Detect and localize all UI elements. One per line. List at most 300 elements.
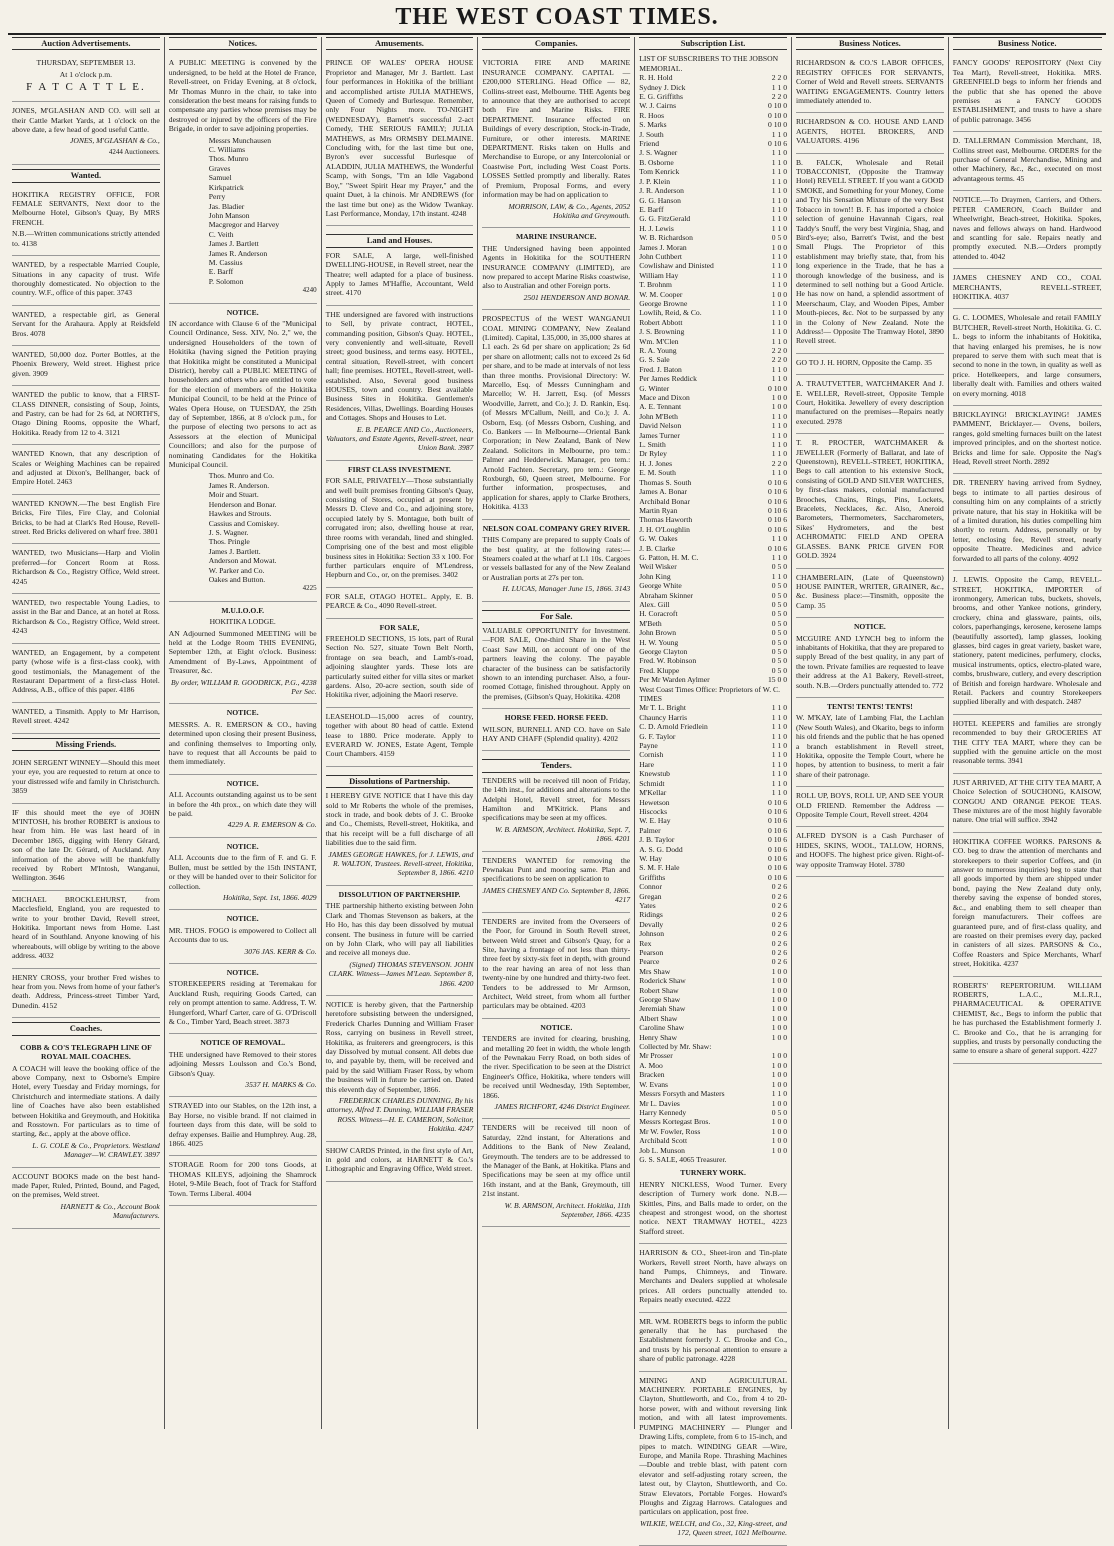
subscriber-name: Archibald Bonar <box>639 496 691 506</box>
advertisement <box>169 775 317 838</box>
masthead <box>0 2 1114 36</box>
subscriber-amount: 0 2 6 <box>771 919 787 929</box>
advertisement <box>12 386 160 445</box>
advertisement <box>953 191 1102 269</box>
advertisement <box>796 787 944 827</box>
ad-heading: DISSOLUTION OF PARTNERSHIP. <box>338 889 461 899</box>
subscriber-amount: 0 10 6 <box>768 505 787 515</box>
subscriber-row <box>639 816 787 825</box>
ad-line: At 1 o'clock p.m. <box>59 69 112 79</box>
subscription-signature: G. S. SALE, 4065 Treasurer. <box>639 1154 727 1164</box>
ad-body: FOR SALE, A large, well-finished DWELLING-HOUSE, in Revell street, near the Theatre; well adapted for a place of business. Apply to James M'Haffie, Accountant, Weld street. 4170 <box>325 250 474 298</box>
subscriber-name: J. South <box>639 129 664 139</box>
subscriber-name: W. E. Hay <box>639 816 671 826</box>
subscriber-name: J. S. Browning <box>639 327 685 337</box>
ad-body: CHAMBERLAIN, (Late of Queenstown) HOUSE PAINTER, WRITER, GRAINER, &c., &c. Business place:—Tinsmith, opposite the Camp. 35 <box>795 572 944 610</box>
signatory: Henderson and Bonar. <box>208 499 277 509</box>
column-header: Companies. <box>482 37 630 50</box>
signatory: C. Veith <box>208 229 234 239</box>
subscriber-name: Griffiths <box>639 872 666 882</box>
ad-body: MCGUIRE AND LYNCH beg to inform the inhabitants of Hokitika, that they are prepared to supply Bread of the best quality, in any part of the town. Private families are requested to leave their address at the A1 Bakery, Revell-street, south. N.B.—Orders punctually attended to. 772 <box>795 633 944 690</box>
subscriber-row <box>639 619 787 628</box>
subscriber-name: Mr Prosser <box>639 1051 673 1061</box>
ad-body: RICHARDSON & CO.'S LABOR OFFICES, REGISTRY OFFICES FOR SERVANTS, Corner of Weld and Revell streets. SERVANTS WAITING ENGAGEMENTS. Country letters immediately attended to. <box>795 58 944 106</box>
subscriber-amount: 1 0 0 <box>771 1032 787 1042</box>
subscriber-name: H. W. Young <box>639 637 679 647</box>
signatory: Macgregor and Harvey <box>208 220 280 230</box>
subscriber-row <box>639 976 787 985</box>
subscriber-name: Weil Wisker <box>639 562 677 572</box>
subscriber-name: Fred. J. Baton <box>639 364 682 374</box>
column-5 <box>635 37 792 1538</box>
ad-line: F A T C A T T L E. <box>26 81 146 94</box>
section-heading: Tenders. <box>482 759 630 772</box>
subscriber-row <box>639 572 787 581</box>
ad-body: TENDERS WANTED for removing the Pewnakau Punt and mooring same. Plan and specifications to be seen on application to <box>482 855 631 884</box>
advertisement <box>326 461 474 588</box>
signatory: John Manson <box>208 210 250 220</box>
subscriber-amount: 0 5 0 <box>771 637 787 647</box>
subscriber-amount: 1 1 0 <box>771 298 787 308</box>
subscriber-name: W. Hay <box>639 853 663 863</box>
ad-body: WANTED, two Musicians—Harp and Violin preferred—for Concert Room at Ross. Richardson & Co., Registry Office, Weld street. 4245 <box>12 548 160 586</box>
ad-body: BRICKLAYING! BRICKLAYING! JAMES PAMMENT, Bricklayer.— Ovens, boilers, ranges, gold smelting furnaces built on the latest improved principles, and on the shortest notice. Bricks and lime for sale. Opposite the Nag's Head, Revell street North. 2892 <box>952 410 1102 467</box>
subscriber-name: David Nelson <box>639 421 682 431</box>
subscriber-row <box>639 506 787 515</box>
ad-heading: NOTICE. <box>226 914 259 924</box>
subscriber-amount: 1 1 0 <box>771 449 787 459</box>
subscriber-name: Henry Shaw <box>639 1032 677 1042</box>
subscriber-amount: 1 0 0 <box>771 1126 787 1136</box>
subscriber-amount: 0 10 6 <box>768 853 787 863</box>
advertisement <box>953 309 1102 406</box>
subscriber-name: H. J. Jones <box>639 458 673 468</box>
subscriber-amount: 1 0 0 <box>771 1004 787 1014</box>
subscriber-name: C. D. Arnold Friedlein <box>639 722 708 732</box>
ad-body: THE undersigned have Removed to their stores adjoining Messrs Loulsson and Co.'s Bond, Gibson's Quay. <box>168 1049 317 1078</box>
subscriber-amount: 0 10 6 <box>768 477 787 487</box>
subscriber-amount: 1 1 0 <box>771 82 787 92</box>
ad-body: NOTICE is hereby given, that the Partnership heretofore subsisting between the undersigned, Frederick Charles Dunning and William Fraser Ross, carrying on business in Revell street, Hokitika, as fruiterers and greengrocers, is this day Dissolved by mutual consent. All debts due to, and payable by, them, will be received and paid by the said William Fraser Ross, by whom the business will in future be carried on. Dated this eleventh day of September, 1866. <box>325 999 474 1094</box>
ad-body: B. FALCK, Wholesale and Retail TOBACCONIST, (Opposite the Tramway Hotel) REVELL STREET. If you want a GOOD SMOKE, and Something for your Money, Come and Try his Sensation Mixture of the very Best Tobacco in town!! B. F. has imported a choice selection of genuine Havannah Cigars, real Taddy's Snuff, the very best Virginia, Shag, and Bird's-eye; also, Barrett's Twist, and the best Small Plugs. The Proprietor of this establishment may briefly state, that, from his long experience in the Trade, that he has a thorough knowledge of the business, and is determined to sell nothing but a Good Article. He has now on hand, a splendid assortment of Meerschaum, Clay, and Wooden Pipes, Amber Mouth-pieces, &c. Not to be surpassed by any in the Colony of New Zealand. Note the Address!— Opposite The Tramway Hotel, 3890 Revell street. <box>795 157 944 346</box>
ad-body: HENRY CROSS, your brother Fred wishes to hear from you. News from home of your father's death. Address, Princess-street Timber Yard, Dunedin. 4152 <box>12 972 160 1010</box>
subscriber-amount: 1 1 0 <box>771 336 787 346</box>
subscriber-row <box>639 1004 787 1013</box>
subscriber-row <box>639 779 787 788</box>
subscriber-row <box>639 148 787 157</box>
advertisement <box>326 588 474 619</box>
subscriber-name: Connor <box>639 882 662 892</box>
column-header: Business Notices. <box>796 37 944 50</box>
column-header: Subscription List. <box>639 37 787 50</box>
ad-body: FANCY GOODS' REPOSITORY (Next City Tea Mart), Revell-street, Hokitika. MRS. GREENFIELD begs to inform her friends and the public that she has opened the above premises as a FANCY GOODS ESTABLISHMENT, and trusts to have a share of public patronage. 3456 <box>952 58 1102 124</box>
subscriber-row <box>639 73 787 82</box>
ad-body: VALUABLE OPPORTUNITY for Investment.—FOR SALE, One-third Share in the West Coast Saw Mill, on account of one of the partners leaving the colony. The payable character of the business can be satisfactorily shown to an intending purchaser. Also, a four-roomed Cottage, finished throughout. Apply on the premises, (Gibson's Quay, Hokitika. 4208 <box>482 625 631 701</box>
subscriber-name: John Brown <box>639 628 677 638</box>
subscriber-name: Hare <box>639 759 654 769</box>
advertisement <box>12 703 160 734</box>
ad-body: THE partnership hitherto existing between John Clark and Thomas Stevenson as bakers, at the Ho Ho, has this day been dissolved by mutual consent. The business in future will be carried on by John Clark, who will pay all liabilities and receive all moneys due. <box>325 901 474 958</box>
subscriber-amount: 0 10 6 <box>768 487 787 497</box>
subscriber-name: James Turner <box>639 430 680 440</box>
subscriber-amount: 0 10 6 <box>768 844 787 854</box>
advertisement <box>326 54 474 226</box>
advertisement <box>12 544 160 594</box>
subscriber-row <box>639 656 787 665</box>
ad-body: VICTORIA FIRE AND MARINE INSURANCE COMPANY. CAPITAL — £200,000 STERLING. Head Office — 82, Collins-street east, Melbourne. THE Agents beg to announce that they are authorised to accept both Fire and Marine Risks. FIRE DEPARTMENT. Insurance effected on Buildings of every description, Stock-in-Trade, Furniture, or other interests. MARINE DEPARTMENT. Risks taken on Hulls and Merchandise to Europe, or any Intercolonial or Coastwise Port, including West Coast Ports. LOSSES Settled promptly and liberally. Rates of Premium, Proposal Forms, and every information may be had on application to <box>482 58 631 200</box>
subscriber-row <box>639 280 787 289</box>
subscriber-row <box>639 196 787 205</box>
subscriber-name: James J. Moran <box>639 242 687 252</box>
subscriber-amount: 1 0 0 <box>771 1060 787 1070</box>
ad-body: HOKITIKA COFFEE WORKS. PARSONS & CO. beg to draw the attention of merchants and storekeepers to their superior Coffees, and (in answer to numerous inquiries) beg to state that all goods imported by them are shipped under bond, paying the New Zealand duty only, thereby saving the expense of bonded stores, &c., and enabling them to sell cheaper than foreign manufacturers. Their coffees are guaranteed pure, and of first-class quality, and are roasted on their premises every day, packed in canisters of all sizes. PARSONS & Co., Coffee Roasters and Spice Merchants, Wharf street, Hokitika. 4237 <box>952 836 1102 969</box>
subscriber-row <box>639 826 787 835</box>
subscriber-list <box>639 703 787 1042</box>
subscriber-amount: 0 2 6 <box>771 900 787 910</box>
subscriber-amount: 1 0 0 <box>771 966 787 976</box>
subscriber-name: Schmidt <box>639 778 665 788</box>
ad-signature: MORRISON, LAW, & Co., Agents, 2052 Hokitika and Greymouth. <box>508 201 631 220</box>
signatory: W. Parker and Co. <box>208 565 265 575</box>
subscriber-row <box>639 534 787 543</box>
subscriber-name: Mrs Shaw <box>639 966 671 976</box>
subscriber-amount: 1 0 0 <box>771 1136 787 1146</box>
advertisement <box>12 804 160 891</box>
newspaper-columns <box>8 37 1106 1538</box>
ad-signature: JAMES RICHFORT, 4246 District Engineer. <box>494 1102 631 1111</box>
advertisement <box>326 996 474 1142</box>
subscriber-amount: 0 5 0 <box>771 562 787 572</box>
subscriber-amount: 2 2 0 <box>771 458 787 468</box>
subscriber-amount: 1 1 0 <box>771 703 787 713</box>
subscriber-row <box>639 609 787 618</box>
subscriber-amount: 1 0 0 <box>771 1013 787 1023</box>
subscriber-row <box>639 130 787 139</box>
subscriber-name: Knewstub <box>639 769 670 779</box>
subscriber-name: Cowlishaw and Dinisted <box>639 261 714 271</box>
subscriber-amount: 0 2 6 <box>771 938 787 948</box>
subscriber-row <box>639 421 787 430</box>
subscriber-amount: 1 1 0 <box>771 731 787 741</box>
advertisement <box>953 977 1102 1064</box>
subscriber-row <box>639 741 787 750</box>
subscriber-amount: 1 0 0 <box>771 985 787 995</box>
subscriber-amount: 1 1 0 <box>771 750 787 760</box>
section-heading: Dissolutions of Partnership. <box>326 775 474 788</box>
subscriber-row <box>639 243 787 252</box>
subscriber-name: Hewetson <box>639 797 670 807</box>
subscriber-amount: 1 1 0 <box>771 778 787 788</box>
subscriber-row <box>639 854 787 863</box>
ad-signature: E. B. PEARCE AND Co., Auctioneers, Valuators, and Estate Agents, Revell-street, near Union Bank. 3987 <box>326 424 474 453</box>
ad-body: MR. WM. ROBERTS begs to inform the public generally that he has purchased the Establishment formerly J. C. Brooke and Co., and trusts by his personal attention to ensure a share of public patronage. 4228 <box>639 1316 787 1364</box>
signatory: Moir and Stuart. <box>208 490 259 500</box>
subscriber-amount: 2 2 0 <box>771 92 787 102</box>
ad-body: WANTED, a Tinsmith. Apply to Mr Harrison, Revell street. 4242 <box>12 706 160 726</box>
subscriber-amount: 0 10 6 <box>768 496 787 506</box>
advertisement <box>953 132 1102 191</box>
subscriber-amount: 1 1 0 <box>771 552 787 562</box>
subscriber-name: Palmer <box>639 825 661 835</box>
subscriber-amount: 0 10 6 <box>768 863 787 873</box>
subscriber-name: A. E. Tennant <box>639 402 682 412</box>
ad-heading: TENTS! TENTS! TENTS! <box>826 701 913 711</box>
ad-body: ACCOUNT BOOKS made on the best hand-made Paper, Ruled, Printed, Bound, and Paged, on the premises, Weld street. <box>12 1171 160 1200</box>
subscriber-row <box>639 101 787 110</box>
subscriber-amount: 1 1 0 <box>771 741 787 751</box>
ad-signature: WILKIE, WELCH, and Co., 32, King-street, and 172, Queen street, 1021 Melbourne. <box>640 1518 787 1538</box>
subscriber-row <box>639 591 787 600</box>
ad-body: HOKITIKA REGISTRY OFFICE, FOR FEMALE SERVANTS, Next door to the Melbourne Hotel, Gibson's Quay, By MRS FRENCH. <box>12 189 160 227</box>
subscriber-name: W. M. Cooper <box>639 289 683 299</box>
ad-body: RICHARDSON & CO. HOUSE AND LAND AGENTS, HOTEL BROKERS, AND VALUATORS. 4196 <box>795 117 944 146</box>
column-4 <box>478 37 635 1429</box>
ad-body: WILSON, BURNELL AND CO. have on Sale HAY AND CHAFF (Splendid quality). 4202 <box>482 724 631 743</box>
advertisement <box>326 708 474 767</box>
signatory-list <box>169 471 317 584</box>
subscriber-row <box>639 788 787 797</box>
subscriber-row <box>639 402 787 411</box>
subscriber-row <box>639 882 787 891</box>
subscriber-row <box>639 384 787 393</box>
subscriber-amount: 1 1 0 <box>771 769 787 779</box>
subscriber-name: W. B. Richardson <box>639 233 693 243</box>
subscriber-name: J. P. Klein <box>639 176 670 186</box>
ad-body: STORAGE Room for 200 tons Goods, at THOMAS KILEYS, adjoining the Shamrock Hotel, 9-Mile Beach, foot of Track for Stafford Town. Terms Liberal. 4004 <box>168 1160 317 1198</box>
subscriber-name: Rex <box>639 938 652 948</box>
subscriber-name: Mace and Dixon <box>639 393 690 403</box>
subscriber-row <box>639 845 787 854</box>
subscriber-amount: 2 2 0 <box>771 355 787 365</box>
subscriber-row <box>639 92 787 101</box>
subscriber-amount: 0 5 0 <box>771 233 787 243</box>
subscriber-row <box>639 798 787 807</box>
subscriber-row <box>639 459 787 468</box>
ad-signature: 4229 A. R. EMERSON & Co. <box>227 820 317 830</box>
advertisement <box>482 228 630 310</box>
ad-body: G. C. LOOMES, Wholesale and retail FAMILY BUTCHER, Revell-street North, Hokitika. G. C. L. begs to inform the inhabitants of Hokitika, that having enlarged his premises, he is now prepared to serve them with such meat that is second to none in the town, in quality as well as price. Hotelkeepers, and large consumers, liberally dealt with. Families and others waited on every morning. 4018 <box>952 313 1102 398</box>
ad-signature: L. G. COLE & Co., Proprietors. Westland Manager—W. CRAWLEY. 3897 <box>32 1140 160 1160</box>
subscriber-name: Wm. M'Clen <box>639 336 679 346</box>
subscriber-row <box>639 525 787 534</box>
subscriber-name: Jeremiah Shaw <box>639 1004 686 1014</box>
ad-body: SHOW CARDS Printed, in the first style of Art, in gold and colors, at HARNETT & Co.'s Lithographic and Engraving Office, Weld street. <box>325 1145 474 1174</box>
ad-heading: TURNERY WORK. <box>680 1168 746 1178</box>
ad-body: TENDERS will be received till noon of Saturday, 22nd instant, for Alterations and Additions to the Bank of New Zealand, Greymouth. The tenders are to be addressed to the Manager of the Bank, at Hokitika. Plans and Specifications may be seen at my office until 16th instant, and at the Bank, Greymouth, till 21st instant. <box>482 1123 631 1199</box>
advertisement <box>953 474 1102 571</box>
subscriber-name: B. Osborne <box>639 157 674 167</box>
ad-signature: By order, WILLIAM R. GOODRICK, P.G., 4238 Per Sec. <box>171 677 317 696</box>
ad-body: LEASEHOLD—15,000 acres of country, together with about 80 head of cattle. Extend lease to 1880. Price moderate. Apply to EVERARD W. JONES, Estate Agent, Temple Court Chambers. 4159 <box>325 711 474 759</box>
subscriber-amount: 2 2 0 <box>771 346 787 355</box>
subscriber-amount: 1 1 0 <box>771 214 787 224</box>
advertisement <box>169 1034 317 1097</box>
subscriber-row <box>639 769 787 778</box>
subscriber-row <box>639 544 787 553</box>
subscriber-name: Sydney J. Dick <box>639 82 686 92</box>
advertisement <box>482 310 630 520</box>
ad-body: A PUBLIC MEETING is convened by the undersigned, to be held at the Hotel de France, Revell-street, on Friday Evening, at 8 o'clock, Mr Thomas Munro in the chair, to take into consideration the best means for raising funds to compensate any parties whose premises may be destroyed or injured by the officers of the Fire Brigade, in order to save adjoining properties. <box>168 58 317 134</box>
subscriber-row <box>639 205 787 214</box>
subscriber-name: Fred. W. Robinson <box>639 656 697 666</box>
advertisement <box>12 754 160 804</box>
ad-body: IN accordance with Clause 6 of the "Municipal Council Ordinance, Sess. XIV, No. 2," we, the undersigned Householders of the town of Hokitika (having signed the Petition praying that Hokitika might be constituted a Municipal District), hereby call a PUBLIC MEETING of householders and others who are entitled to vote for the election of members of the Hokitika Municipal Council, to be held at the Prince of Wales Opera House, on TUESDAY, the 25th day of September, 1866, at 8 o'clock p.m., for the purpose of electing two persons to act as Assessors at the election of Municipal Councillors; and also for the purpose of nominating Candidates for the Hokitika Municipal Council. <box>168 318 317 470</box>
subscriber-row <box>639 1014 787 1023</box>
subscriber-amount: 1 1 0 <box>771 1089 787 1099</box>
subscriber-amount: 0 5 0 <box>771 618 787 628</box>
subscriber-amount: 1 0 0 <box>771 1023 787 1033</box>
ad-heading: FIRST CLASS INVESTMENT. <box>348 464 451 474</box>
column-7 <box>949 37 1106 1429</box>
subscriber-row <box>639 139 787 148</box>
advertisement <box>639 1372 787 1546</box>
ad-heading: NOTICE. <box>226 841 259 851</box>
subscriber-amount: 0 10 6 <box>768 806 787 816</box>
advertisement <box>12 186 160 256</box>
ad-body: JOHN SERGENT WINNEY—Should this meet your eye, you are requested to return at once to your distressed wife and family in Christchurch. 3859 <box>12 757 160 796</box>
subscriber-amount: 1 1 0 <box>771 195 787 205</box>
ad-body: THIS Company are prepared to supply Coals of the best quality, at the following rates:— Steamers coaled at the wharf at L1 10s. Cargoes or vessels ballasted for any of the New Zealand or Australian ports at 27s per ton. <box>482 535 631 582</box>
ad-body: ROLL UP, BOYS, ROLL UP, AND SEE YOUR OLD FRIEND. Remember the Address — Opposite Temple Court, Revell street. 4204 <box>795 791 944 820</box>
ad-body: WANTED, two respectable Young Ladies, to assist in the Bar and Dance, at an hotel at Ross. Richardson & Co., Registry Office, Weld street. 4243 <box>12 598 160 636</box>
ad-note: N.B.—Written communications strictly attended to. 4138 <box>12 229 160 248</box>
subscriber-row <box>639 901 787 910</box>
newspaper-title: THE WEST COAST TIMES. <box>395 4 719 30</box>
ad-body: TENDERS are invited for clearing, brushing, and metalling 20 feet in width, the whole length of the Pewnakau Ferry Road, on both sides of the river. Specification to be seen at the District Engineer's Office, Hokitika, where tenders will be received until Wednesday, 19th September, 1866. <box>482 1034 631 1100</box>
subscriber-name: G. S. Sale <box>639 355 670 365</box>
subscriber-name: Thomas S. South <box>639 477 692 487</box>
subscriber-name: Per Mr Warden Aylmer <box>639 675 710 685</box>
advertisement <box>482 520 630 602</box>
subscriber-name: Archibald Scott <box>639 1136 688 1146</box>
advertisement <box>326 886 474 996</box>
subscriber-name: Abraham Skinner <box>639 590 693 600</box>
subscriber-name: George Browne <box>639 298 688 308</box>
ad-body: ROBERTS' REPERTORIUM. WILLIAM ROBERTS, L.A.C., M.L.R.I., PHARMACEUTICAL & OPERATIVE CHEMIST, &c., Begs to inform the public that he has purchased the Establishment formerly J. C. Brooke and Co., that he is arranging for supplies, and trusts by personally conducting the same to ensure a share of general support. 4227 <box>952 980 1102 1056</box>
subscriber-amount: 0 2 6 <box>771 929 787 939</box>
subscriber-name: James A. Bonar <box>639 487 688 497</box>
ad-body: TENDERS will be received till noon of Friday, the 14th inst., for additions and alterations to the Adelphi Hotel, Revell street, for Messrs Hamilton and M'Kitrick. Plans and specifications may be seen at my offices. <box>482 775 631 823</box>
subscriber-name: Robert Abbott <box>639 317 683 327</box>
subscriber-amount: 0 2 6 <box>771 882 787 892</box>
subscriber-row <box>639 863 787 872</box>
subscriber-row <box>639 920 787 929</box>
subscriber-name: Cornish <box>639 750 664 760</box>
subscriber-list <box>639 1051 787 1154</box>
subscriber-amount: 0 10 6 <box>768 797 787 807</box>
subscriber-name: George Clayton <box>639 647 688 656</box>
ad-body: PROSPECTUS of the WEST WANGANUI COAL MINING COMPANY, New Zealand (Limited). Capital, L35,000, in 35,000 shares at L1 each. 2s 6d per share on application; 2s 6d per share on allotment; calls not to exceed 2s 6d per share, and to be made at intervals of not less than three months. Provisional Directory: W. Marcello, Esq. of Messrs Cunningham and Marcello; W. H. Jarrett, Esq. (of Messrs Woodville, Jarrett, and Co.); J. D. Rankin, Esq. (of Messrs M'Callum, Neill, and Co.); J. A. Osborn, Esq. (of Messrs Osborn, Cushing, and Co. Bankers — In Melbourne—Oriental Bank Corporation; in New Zealand, Bank of New Zealand. Solicitors in Melbourne, pro tem.: Palmer and Hedderwick. Manager, pro tem.: Arnold Fachten. Secretary, pro tem.: George Roxburgh, 60, Queen street, Melbourne. For further information, prospectuses, and application for shares, apply to Clarke Brothers, Hokitika. 4133 <box>482 314 631 512</box>
subscriber-name: M'Beth <box>639 618 662 628</box>
ad-body: WANTED, by a respectable Married Couple, Situations in any capacity of trust. Wife thoroughly domesticated. No objection to the country. W.F., office of this paper. 3743 <box>12 260 160 298</box>
ad-body: PRINCE OF WALES' OPERA HOUSE Proprietor and Manager, Mr J. Bartlett. Last four performances in Hokitika of the brilliant and accomplished artiste JULIA MATHEWS, Queen of Comedy and Burlesque. Remember, only Four Nights more. TO-NIGHT (WEDNESDAY), Barnett's successful 2-act Comedy, THE SERIOUS FAMILY; JULIA MATHEWS, as Mrs ORMSBY DELMAINE. Concluding with, for the last time but one, Byron's ever successful Burlesque of ALADDIN, JULIA MATHEWS, the Wonderful Scamp, with Songs, "I'm an Idle Vagabond Boy," "Sweet Spirit Hear my Prayer," and the quaint Duet, à la chinois. Mr ANDREWS (for the last time but one) as the Widow Twankay. Last Performance, Monday, 17th instant. 4248 <box>325 58 474 218</box>
subscriber-amount: 1 1 0 <box>771 374 787 384</box>
advertisement <box>953 774 1102 833</box>
subscriber-name: Payne <box>639 741 658 751</box>
subscriber-name: Roderick Shaw <box>639 976 686 986</box>
ad-body: THE Undersigned having been appointed Agents in Hokitika for the SOUTHERN INSURANCE COMPANY (LIMITED), are now prepared to accept Marine Risks coastwise, also to Australian and other Foreign ports. <box>482 243 631 291</box>
subscriber-row <box>639 346 787 355</box>
subscriber-name: Pearson <box>639 948 664 957</box>
subscriber-amount: 1 1 0 <box>771 148 787 158</box>
advertisement <box>639 1313 787 1372</box>
subscriber-amount: 0 5 0 <box>771 1107 787 1117</box>
ad-heading: NOTICE. <box>226 708 259 718</box>
ad-heading: NOTICE. <box>226 307 259 317</box>
subscriber-amount: 0 5 0 <box>771 609 787 619</box>
subscriber-row <box>639 120 787 129</box>
subscriber-name: J. R. Anderson <box>639 186 684 196</box>
subscriber-row <box>639 308 787 317</box>
subscriber-amount: 1 1 0 <box>771 411 787 421</box>
subscriber-name: G. G. FitzGerald <box>639 214 691 224</box>
advertisement <box>953 833 1102 977</box>
subscriber-name: M'Kellar <box>639 788 667 798</box>
subscriber-amount: 0 2 6 <box>771 948 787 957</box>
subscriber-amount: 0 2 6 <box>771 910 787 920</box>
ad-body: NOTICE.—To Draymen, Carriers, and Others. PETER CAMERON, Coach Builder and Wheelwright, Beach-street, Hokitika. Spokes, naves and fellows always on hand. Hardwood and scantling for sale. Repairs neatly and promptly executed. N.B.—Orders promptly attended to. 4042 <box>952 195 1102 261</box>
ad-signature: 3537 H. MARKS & Co. <box>245 1080 317 1089</box>
ad-heading: NOTICE. <box>853 622 886 632</box>
subscriber-amount: 0 10 6 <box>768 825 787 835</box>
advertisement <box>326 306 474 461</box>
advertisement <box>326 619 474 708</box>
signatory: Thos. Munro <box>208 154 249 164</box>
subscriber-amount: 1 0 0 <box>771 976 787 986</box>
advertisement <box>953 54 1102 132</box>
subscriber-name: G. F. Taylor <box>639 731 676 741</box>
subscriber-row <box>639 1061 787 1070</box>
subscriber-amount: 1 1 0 <box>771 430 787 440</box>
advertisement <box>482 709 630 751</box>
advertisement <box>639 1244 787 1312</box>
subscriber-row <box>639 158 787 167</box>
subscriber-amount: 1 0 0 <box>771 242 787 252</box>
subscriber-amount: 1 1 0 <box>771 251 787 261</box>
subscriber-row <box>639 967 787 976</box>
subscriber-amount: 0 5 0 <box>771 656 787 666</box>
advertisement <box>482 1119 630 1227</box>
subscriber-name: Yates <box>639 900 656 910</box>
advertisement <box>796 827 944 877</box>
subscriber-amount: 1 1 0 <box>771 571 787 581</box>
ad-body: AN Adjourned Summoned MEETING will be held at the Lodge Room THIS EVENING, September 12th, at Eight o'clock. Business: Amendment of By-Laws, Appointment of Treasurer, &c. <box>168 628 317 676</box>
ad-body: JONES, M'GLASHAN AND CO. will sell at their Cattle Market Yards, at 1 o'clock on the above date, a few head of good useful Cattle. <box>12 106 160 135</box>
ad-body: I HEREBY GIVE NOTICE that I have this day sold to Mr Roberts the whole of the premises, stock in trade, and book debts of J. C. Brooke and Co., Chemists, Revell-street, Hokitika, and that his receipt will be a full discharge of all liabilities due to the said firm. <box>325 791 474 848</box>
subscriber-name: Devally <box>639 919 664 929</box>
subscriber-amount: 0 5 0 <box>771 581 787 591</box>
subscriber-amount: 1 1 0 <box>771 421 787 431</box>
subscriber-name: L. Smith <box>639 440 666 450</box>
subscriber-name: G. W. Oakes <box>639 534 678 544</box>
subscriber-row <box>639 957 787 966</box>
ad-body: WANTED, an Engagement, by a competent party (whose wife is a first-class cook), with good testimonials, the Management of the Restaurant Department of a first-class Hotel. Address, A.B., office of this paper. 4186 <box>12 647 160 695</box>
subscriber-amount: 1 1 0 <box>771 223 787 233</box>
ad-body: MESSRS. A. R. EMERSON & CO., having determined upon closing their present Business, and confining themselves to Importing only, have to request that all Accounts be paid to them immediately. <box>168 719 317 767</box>
ad-heading: NOTICE OF REMOVAL. <box>200 1038 285 1048</box>
subscriber-amount: 1 1 0 <box>771 534 787 544</box>
subscriber-row <box>639 224 787 233</box>
subscriber-name: George Shaw <box>639 995 681 1005</box>
subscriber-name: Lowlih, Reid, & Co. <box>639 308 702 318</box>
ad-body: JUST ARRIVED, AT THE CITY TEA MART, A Choice Selection of SOUCHONG, KAISOW, CONGOU AND ORANGE PEKOE TEAS. These mixtures are of the most highly favorable nature. One trial will suffice. 3942 <box>952 777 1102 825</box>
subscriber-name: Mr T. L. Bright <box>639 703 686 713</box>
advertisement <box>12 445 160 495</box>
ad-body: ALFRED DYSON is a Cash Purchaser of HIDES, SKINS, WOOL, TALLOW, HORNS, and HOOFS. The highest price given. Right-of-way opposite Tramway Hotel. 3780 <box>795 831 944 869</box>
subscriber-amount: 1 1 0 <box>771 317 787 327</box>
ad-signature: W. B. ARMSON, Architect. Hokitika, 11th September, 1866. 4235 <box>504 1200 631 1220</box>
advertisement <box>482 751 630 851</box>
